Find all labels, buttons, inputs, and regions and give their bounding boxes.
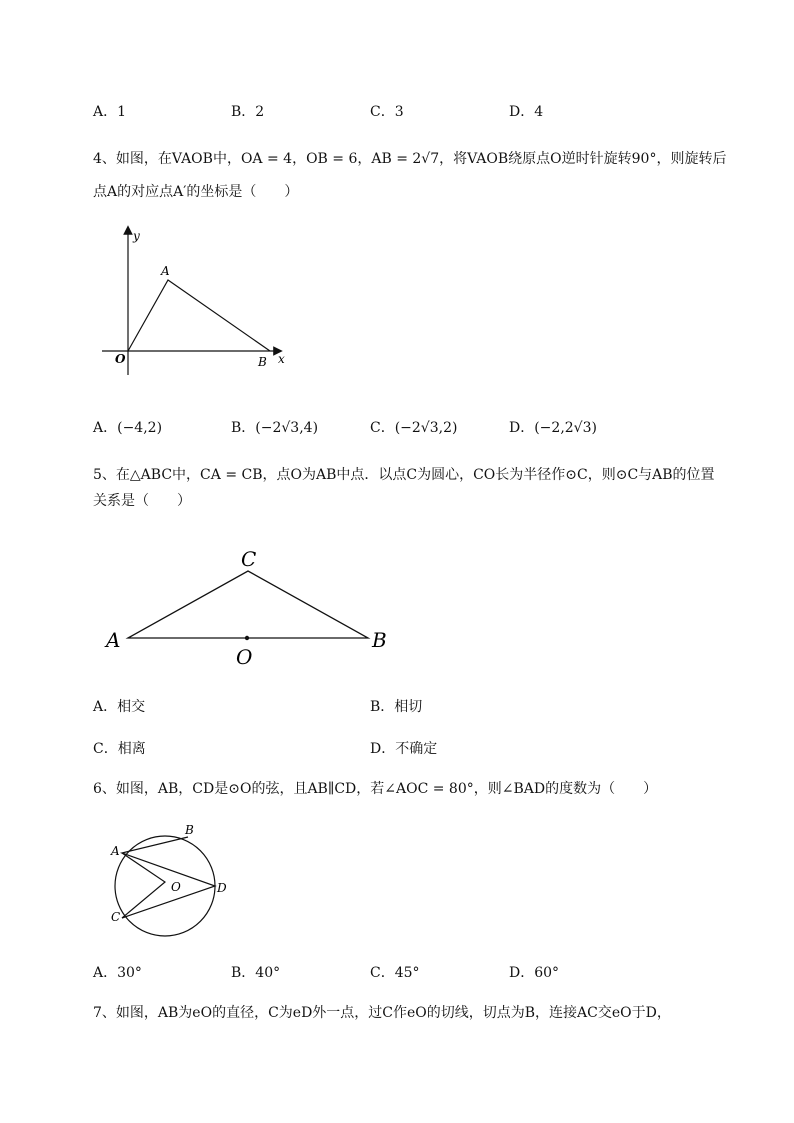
label-a: A	[106, 628, 121, 652]
question-4-text-line2: 点A的对应点A′的坐标是（ ）	[93, 184, 299, 200]
question-6-text-line1: 6、如图，AB，CD是⊙O的弦，且AB∥CD，若∠AOC = 80°，则∠BAD的度数为（ ）	[93, 781, 658, 797]
label-o: O	[171, 880, 181, 894]
label-b: B	[185, 823, 194, 837]
option-a: A．30°	[93, 965, 142, 981]
option-d: D．不确定	[370, 741, 438, 757]
option-c: C．(−2√3,2)	[370, 420, 458, 436]
option-d: D．60°	[509, 965, 560, 981]
option-b: B．2	[231, 104, 265, 120]
label-x: x	[278, 352, 285, 366]
option-c: C．相离	[93, 741, 146, 757]
question-5-text-line1: 5、在△ABC中，CA = CB，点O为AB中点．以点C为圆心，CO长为半径作⊙C，则⊙C与AB的位置	[93, 467, 715, 483]
label-o: O	[236, 645, 253, 669]
question-4-text-line1: 4、如图，在VAOB中，OA = 4，OB = 6，AB = 2√7，将VAOB绕原点O逆时针旋转90°，则旋转后	[93, 151, 727, 167]
option-a: A．相交	[93, 699, 146, 715]
label-a: A	[161, 264, 170, 278]
option-b: B．相切	[370, 699, 423, 715]
option-a: A．1	[93, 104, 127, 120]
option-b: B．40°	[231, 965, 281, 981]
label-c: C	[241, 547, 257, 571]
label-b: B	[372, 628, 387, 652]
option-d: D．(−2,2√3)	[509, 420, 597, 436]
option-c: C．45°	[370, 965, 420, 981]
point-o	[245, 636, 249, 640]
label-y: y	[133, 229, 140, 243]
option-b: B．(−2√3,4)	[231, 420, 319, 436]
triangle-aob	[128, 280, 270, 351]
label-b: B	[258, 355, 267, 369]
question-6-figure	[105, 820, 235, 930]
label-a: A	[111, 844, 120, 858]
label-c: C	[111, 910, 121, 924]
label-d: D	[217, 881, 227, 895]
option-c: C．3	[370, 104, 404, 120]
question-5-figure	[100, 545, 400, 675]
option-d: D．4	[509, 104, 544, 120]
triangle-abc	[128, 571, 368, 638]
question-4-figure	[100, 225, 300, 375]
label-o: O	[115, 352, 126, 366]
question-7-text-line1: 7、如图，AB为eO的直径，C为eD外一点，过C作eO的切线，切点为B，连接AC交eO于D，	[93, 1005, 671, 1021]
question-5-text-line2: 关系是（ ）	[93, 493, 191, 509]
option-a: A．(−4,2)	[93, 420, 163, 436]
radii	[122, 853, 165, 918]
